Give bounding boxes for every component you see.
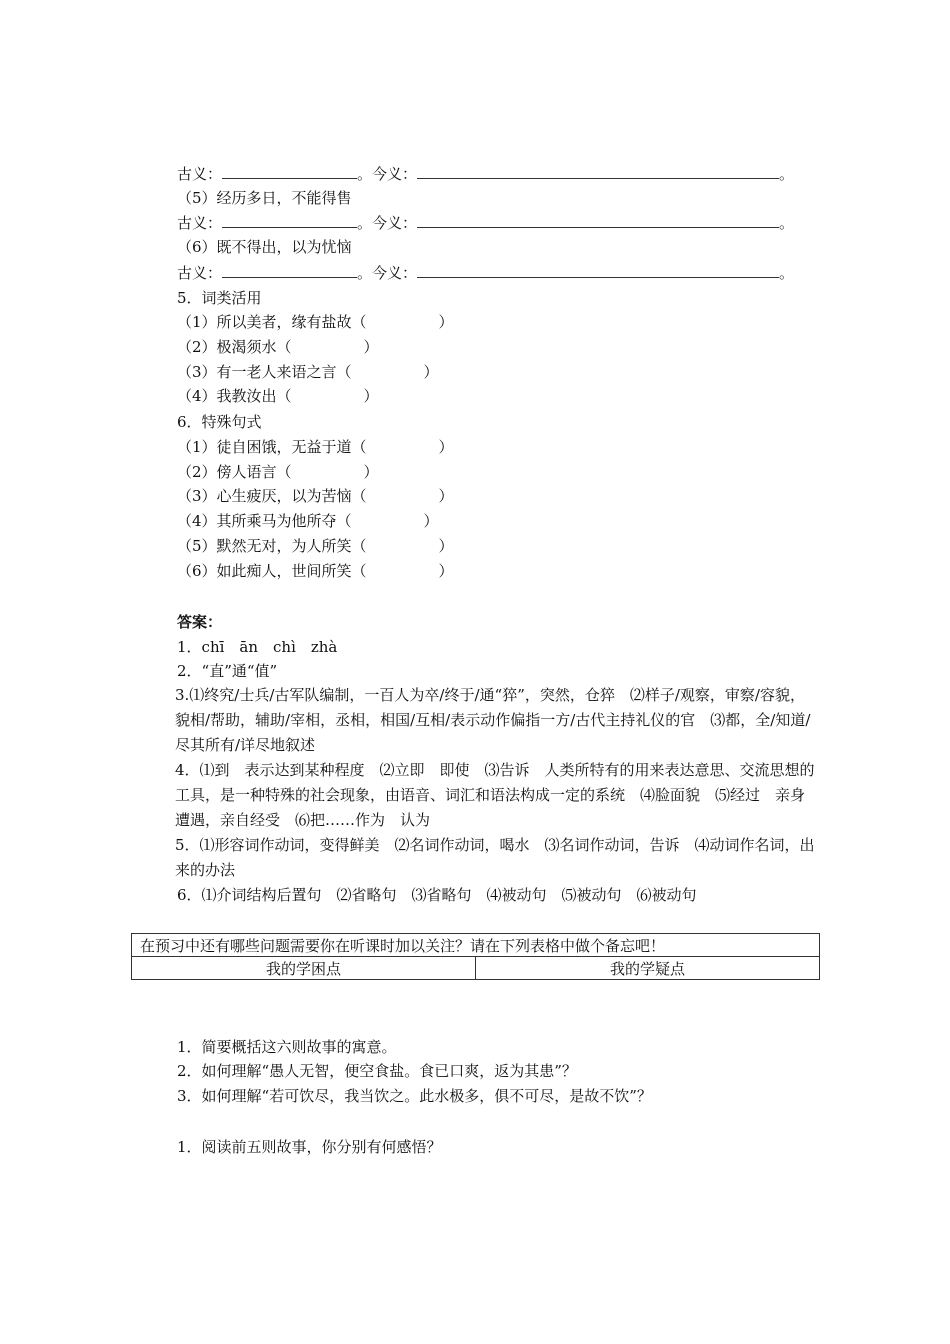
period: 。	[779, 214, 795, 232]
section5-item: （3）有一老人来语之言（ ）	[177, 363, 439, 381]
answer-3: 3.⑴终究/士兵/古军队编制，一百人为卒/终于/通“猝”，突然，仓猝 ⑵样子/观察，审察/容貌，貌相/帮助，辅助/宰相，丞相，相国/互相/表示动作偏指一方/古代主持礼仪的官 ⑶都，全/知道/尽其所有/详尽地叙述	[175, 686, 811, 754]
answer-1: 1．chī ān chì zhà	[177, 638, 338, 656]
answer-5: 5．⑴形容词作动词，变得鲜美 ⑵名词作动词，喝水 ⑶名词作动词，告诉 ⑷动词作名词，出来的办法	[175, 836, 815, 879]
answer-6: 6．⑴介词结构后置句 ⑵省略句 ⑶省略句 ⑷被动句 ⑸被动句 ⑹被动句	[177, 886, 697, 904]
period: 。	[779, 165, 795, 183]
jin-label: 。今义：	[357, 165, 418, 183]
memo-table	[131, 933, 820, 980]
section5-item: （2）极渴须水（ ）	[177, 338, 379, 356]
jin-label: 。今义：	[357, 214, 418, 232]
vocab-line-2	[177, 212, 794, 234]
answer-blank[interactable]	[222, 263, 357, 278]
section6-title: 6．特殊句式	[177, 413, 262, 431]
answer-2: 2．“直”通“值”	[177, 662, 278, 680]
answers-title: 答案：	[177, 613, 223, 631]
jin-label: 。今义：	[357, 264, 418, 282]
section6-item: （6）如此痴人，世间所笑（ ）	[177, 562, 454, 580]
vocab-line-1	[177, 163, 794, 185]
reading-question: 1．阅读前五则故事，你分别有何感悟？	[177, 1138, 442, 1156]
question-3: 3．如何理解“若可饮尽，我当饮之。此水极多，俱不可尽，是故不饮”？	[177, 1087, 652, 1105]
vocab-line-3	[177, 262, 794, 284]
memo-col-doubt[interactable]: 我的学疑点	[476, 957, 820, 980]
memo-prompt: 在预习中还有哪些问题需要你在听课时加以关注？请在下列表格中做个备忘吧！	[132, 934, 820, 957]
section5-item: （1）所以美者，缘有盐故（ ）	[177, 313, 454, 331]
section6-item: （2）傍人语言（ ）	[177, 463, 379, 481]
answer-blank[interactable]	[417, 263, 779, 278]
section6-item: （5）默然无对，为人所笑（ ）	[177, 537, 454, 555]
gu-label: 古义：	[177, 214, 223, 232]
gu-label: 古义：	[177, 165, 223, 183]
period: 。	[779, 264, 795, 282]
section5-item: （4）我教汝出（ ）	[177, 387, 379, 405]
gu-label: 古义：	[177, 264, 223, 282]
answer-blank[interactable]	[222, 164, 357, 179]
section6-item: （1）徒自困饿，无益于道（ ）	[177, 438, 454, 456]
question-2: 2．如何理解“愚人无智，便空食盐。食已口爽，返为其患”？	[177, 1062, 577, 1080]
answer-blank[interactable]	[222, 213, 357, 228]
question-1: 1．简要概括这六则故事的寓意。	[177, 1038, 397, 1056]
vocab-item-5: （5）经历多日，不能得售	[177, 189, 352, 207]
answer-blank[interactable]	[417, 213, 779, 228]
section6-item: （4）其所乘马为他所夺（ ）	[177, 512, 439, 530]
section6-item: （3）心生疲厌，以为苦恼（ ）	[177, 487, 454, 505]
vocab-item-6: （6）既不得出，以为忧恼	[177, 238, 352, 256]
answer-4: 4．⑴到 表示达到某种程度 ⑵立即 即使 ⑶告诉 人类所特有的用来表达意思、交流思想的工具，是一种特殊的社会现象，由语音、词汇和语法构成一定的系统 ⑷脸面貌 ⑸经过 亲身遭遇，亲自经受 ⑹把……作为 认为	[175, 761, 815, 829]
answer-blank[interactable]	[417, 164, 779, 179]
section5-title: 5．词类活用	[177, 289, 262, 307]
memo-col-difficulty[interactable]: 我的学困点	[132, 957, 476, 980]
